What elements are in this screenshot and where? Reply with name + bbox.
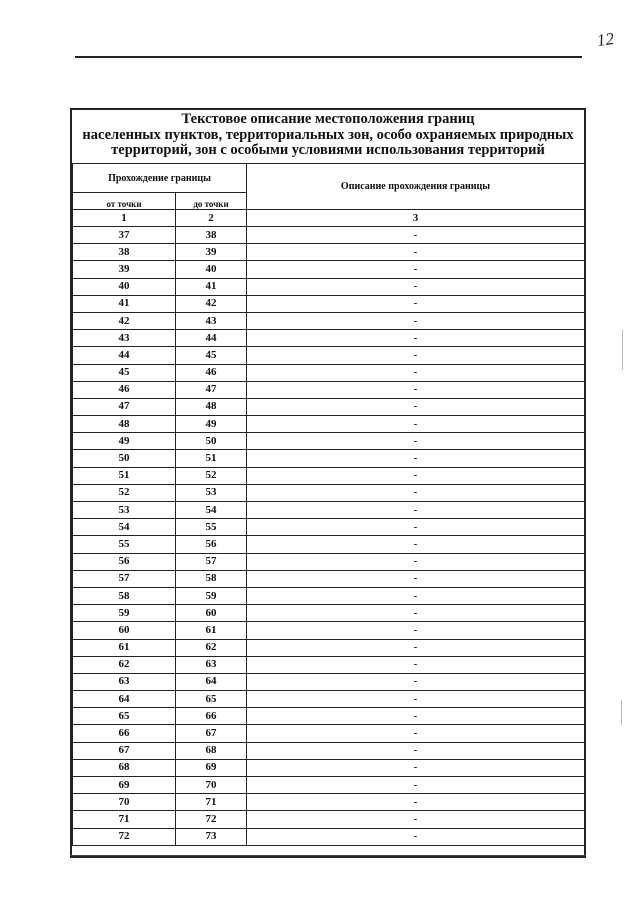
table-row bbox=[73, 742, 585, 759]
from-point-cell: 63 bbox=[73, 673, 176, 690]
from-point-cell: 48 bbox=[73, 416, 176, 433]
from-point-cell: 40 bbox=[73, 278, 176, 295]
header-from-point: от точки bbox=[73, 193, 176, 210]
description-cell: - bbox=[247, 398, 585, 415]
table-row bbox=[73, 398, 585, 415]
table-row bbox=[73, 536, 585, 553]
from-point-cell: 64 bbox=[73, 691, 176, 708]
to-point-cell: 60 bbox=[176, 605, 247, 622]
column-number-1: 1 bbox=[73, 210, 176, 227]
table-row bbox=[73, 777, 585, 794]
to-point-cell: 38 bbox=[176, 227, 247, 244]
to-point-cell: 57 bbox=[176, 553, 247, 570]
description-cell: - bbox=[247, 605, 585, 622]
table-row bbox=[73, 828, 585, 845]
to-point-cell: 51 bbox=[176, 450, 247, 467]
description-cell: - bbox=[247, 828, 585, 845]
scan-mark bbox=[622, 330, 623, 370]
from-point-cell: 43 bbox=[73, 330, 176, 347]
to-point-cell: 69 bbox=[176, 759, 247, 776]
from-point-cell: 71 bbox=[73, 811, 176, 828]
table-row bbox=[73, 673, 585, 690]
from-point-cell: 54 bbox=[73, 519, 176, 536]
description-cell: - bbox=[247, 502, 585, 519]
description-cell: - bbox=[247, 484, 585, 501]
scan-mark bbox=[621, 700, 622, 725]
description-cell: - bbox=[247, 312, 585, 329]
table-row bbox=[73, 811, 585, 828]
description-cell: - bbox=[247, 295, 585, 312]
from-point-cell: 55 bbox=[73, 536, 176, 553]
description-cell: - bbox=[247, 656, 585, 673]
from-point-cell: 61 bbox=[73, 639, 176, 656]
title-line-2: населенных пунктов, территориальных зон, особо охраняемых природных bbox=[82, 126, 574, 143]
table-row bbox=[73, 794, 585, 811]
table-row bbox=[73, 330, 585, 347]
from-point-cell: 69 bbox=[73, 777, 176, 794]
table-row bbox=[73, 450, 585, 467]
boundary-table bbox=[72, 163, 585, 846]
table-row bbox=[73, 605, 585, 622]
from-point-cell: 42 bbox=[73, 312, 176, 329]
description-cell: - bbox=[247, 364, 585, 381]
to-point-cell: 49 bbox=[176, 416, 247, 433]
to-point-cell: 64 bbox=[176, 673, 247, 690]
table-row bbox=[73, 759, 585, 776]
from-point-cell: 57 bbox=[73, 570, 176, 587]
table-row bbox=[73, 639, 585, 656]
from-point-cell: 70 bbox=[73, 794, 176, 811]
to-point-cell: 71 bbox=[176, 794, 247, 811]
description-cell: - bbox=[247, 278, 585, 295]
table-body bbox=[73, 227, 585, 846]
from-point-cell: 44 bbox=[73, 347, 176, 364]
description-cell: - bbox=[247, 794, 585, 811]
description-cell: - bbox=[247, 261, 585, 278]
table-row bbox=[73, 227, 585, 244]
to-point-cell: 53 bbox=[176, 484, 247, 501]
from-point-cell: 62 bbox=[73, 656, 176, 673]
table-row bbox=[73, 278, 585, 295]
from-point-cell: 68 bbox=[73, 759, 176, 776]
description-cell: - bbox=[247, 742, 585, 759]
from-point-cell: 45 bbox=[73, 364, 176, 381]
to-point-cell: 50 bbox=[176, 433, 247, 450]
to-point-cell: 67 bbox=[176, 725, 247, 742]
table-row bbox=[73, 725, 585, 742]
description-cell: - bbox=[247, 416, 585, 433]
table-row bbox=[73, 587, 585, 604]
description-cell: - bbox=[247, 347, 585, 364]
header-group: Прохождение границы bbox=[73, 164, 247, 193]
from-point-cell: 50 bbox=[73, 450, 176, 467]
page-number: 12 bbox=[595, 28, 616, 51]
description-cell: - bbox=[247, 811, 585, 828]
table-row bbox=[73, 622, 585, 639]
from-point-cell: 51 bbox=[73, 467, 176, 484]
description-cell: - bbox=[247, 587, 585, 604]
title-line-3: территорий, зон с особыми условиями использования территорий bbox=[111, 142, 545, 158]
from-point-cell: 67 bbox=[73, 742, 176, 759]
description-cell: - bbox=[247, 536, 585, 553]
table-row bbox=[73, 467, 585, 484]
to-point-cell: 43 bbox=[176, 312, 247, 329]
to-point-cell: 55 bbox=[176, 519, 247, 536]
to-point-cell: 68 bbox=[176, 742, 247, 759]
from-point-cell: 46 bbox=[73, 381, 176, 398]
from-point-cell: 59 bbox=[73, 605, 176, 622]
from-point-cell: 58 bbox=[73, 587, 176, 604]
to-point-cell: 72 bbox=[176, 811, 247, 828]
top-rule bbox=[75, 56, 582, 58]
table-row bbox=[73, 691, 585, 708]
from-point-cell: 38 bbox=[73, 244, 176, 261]
from-point-cell: 65 bbox=[73, 708, 176, 725]
table-row bbox=[73, 708, 585, 725]
header-to-point: до точки bbox=[176, 193, 247, 210]
to-point-cell: 41 bbox=[176, 278, 247, 295]
description-cell: - bbox=[247, 759, 585, 776]
to-point-cell: 56 bbox=[176, 536, 247, 553]
table-row bbox=[73, 381, 585, 398]
to-point-cell: 61 bbox=[176, 622, 247, 639]
description-cell: - bbox=[247, 467, 585, 484]
table-row bbox=[73, 244, 585, 261]
table-row bbox=[73, 312, 585, 329]
table-row bbox=[73, 656, 585, 673]
to-point-cell: 48 bbox=[176, 398, 247, 415]
table-row bbox=[73, 416, 585, 433]
document-title bbox=[70, 112, 586, 159]
from-point-cell: 60 bbox=[73, 622, 176, 639]
description-cell: - bbox=[247, 227, 585, 244]
table-row bbox=[73, 553, 585, 570]
to-point-cell: 52 bbox=[176, 467, 247, 484]
table-row bbox=[73, 484, 585, 501]
to-point-cell: 63 bbox=[176, 656, 247, 673]
table-row bbox=[73, 364, 585, 381]
bottom-rule bbox=[70, 855, 586, 856]
to-point-cell: 44 bbox=[176, 330, 247, 347]
to-point-cell: 58 bbox=[176, 570, 247, 587]
to-point-cell: 54 bbox=[176, 502, 247, 519]
to-point-cell: 40 bbox=[176, 261, 247, 278]
description-cell: - bbox=[247, 553, 585, 570]
table-row bbox=[73, 433, 585, 450]
description-cell: - bbox=[247, 777, 585, 794]
from-point-cell: 56 bbox=[73, 553, 176, 570]
table-row bbox=[73, 261, 585, 278]
from-point-cell: 41 bbox=[73, 295, 176, 312]
from-point-cell: 37 bbox=[73, 227, 176, 244]
table-row bbox=[73, 502, 585, 519]
description-cell: - bbox=[247, 450, 585, 467]
description-cell: - bbox=[247, 673, 585, 690]
table-row bbox=[73, 519, 585, 536]
to-point-cell: 46 bbox=[176, 364, 247, 381]
from-point-cell: 47 bbox=[73, 398, 176, 415]
to-point-cell: 62 bbox=[176, 639, 247, 656]
from-point-cell: 72 bbox=[73, 828, 176, 845]
column-number-2: 2 bbox=[176, 210, 247, 227]
to-point-cell: 45 bbox=[176, 347, 247, 364]
description-cell: - bbox=[247, 570, 585, 587]
from-point-cell: 52 bbox=[73, 484, 176, 501]
title-line-1: Текстовое описание местоположения границ bbox=[181, 111, 475, 127]
description-cell: - bbox=[247, 330, 585, 347]
to-point-cell: 59 bbox=[176, 587, 247, 604]
from-point-cell: 39 bbox=[73, 261, 176, 278]
description-cell: - bbox=[247, 725, 585, 742]
description-cell: - bbox=[247, 433, 585, 450]
description-cell: - bbox=[247, 519, 585, 536]
column-number-3: 3 bbox=[247, 210, 585, 227]
from-point-cell: 53 bbox=[73, 502, 176, 519]
table-row bbox=[73, 295, 585, 312]
description-cell: - bbox=[247, 691, 585, 708]
to-point-cell: 73 bbox=[176, 828, 247, 845]
to-point-cell: 47 bbox=[176, 381, 247, 398]
header-description: Описание прохождения границы bbox=[247, 164, 585, 210]
description-cell: - bbox=[247, 639, 585, 656]
description-cell: - bbox=[247, 244, 585, 261]
to-point-cell: 66 bbox=[176, 708, 247, 725]
from-point-cell: 66 bbox=[73, 725, 176, 742]
to-point-cell: 39 bbox=[176, 244, 247, 261]
to-point-cell: 70 bbox=[176, 777, 247, 794]
table-row bbox=[73, 347, 585, 364]
from-point-cell: 49 bbox=[73, 433, 176, 450]
description-cell: - bbox=[247, 381, 585, 398]
to-point-cell: 42 bbox=[176, 295, 247, 312]
table-row bbox=[73, 570, 585, 587]
description-cell: - bbox=[247, 622, 585, 639]
description-cell: - bbox=[247, 708, 585, 725]
to-point-cell: 65 bbox=[176, 691, 247, 708]
